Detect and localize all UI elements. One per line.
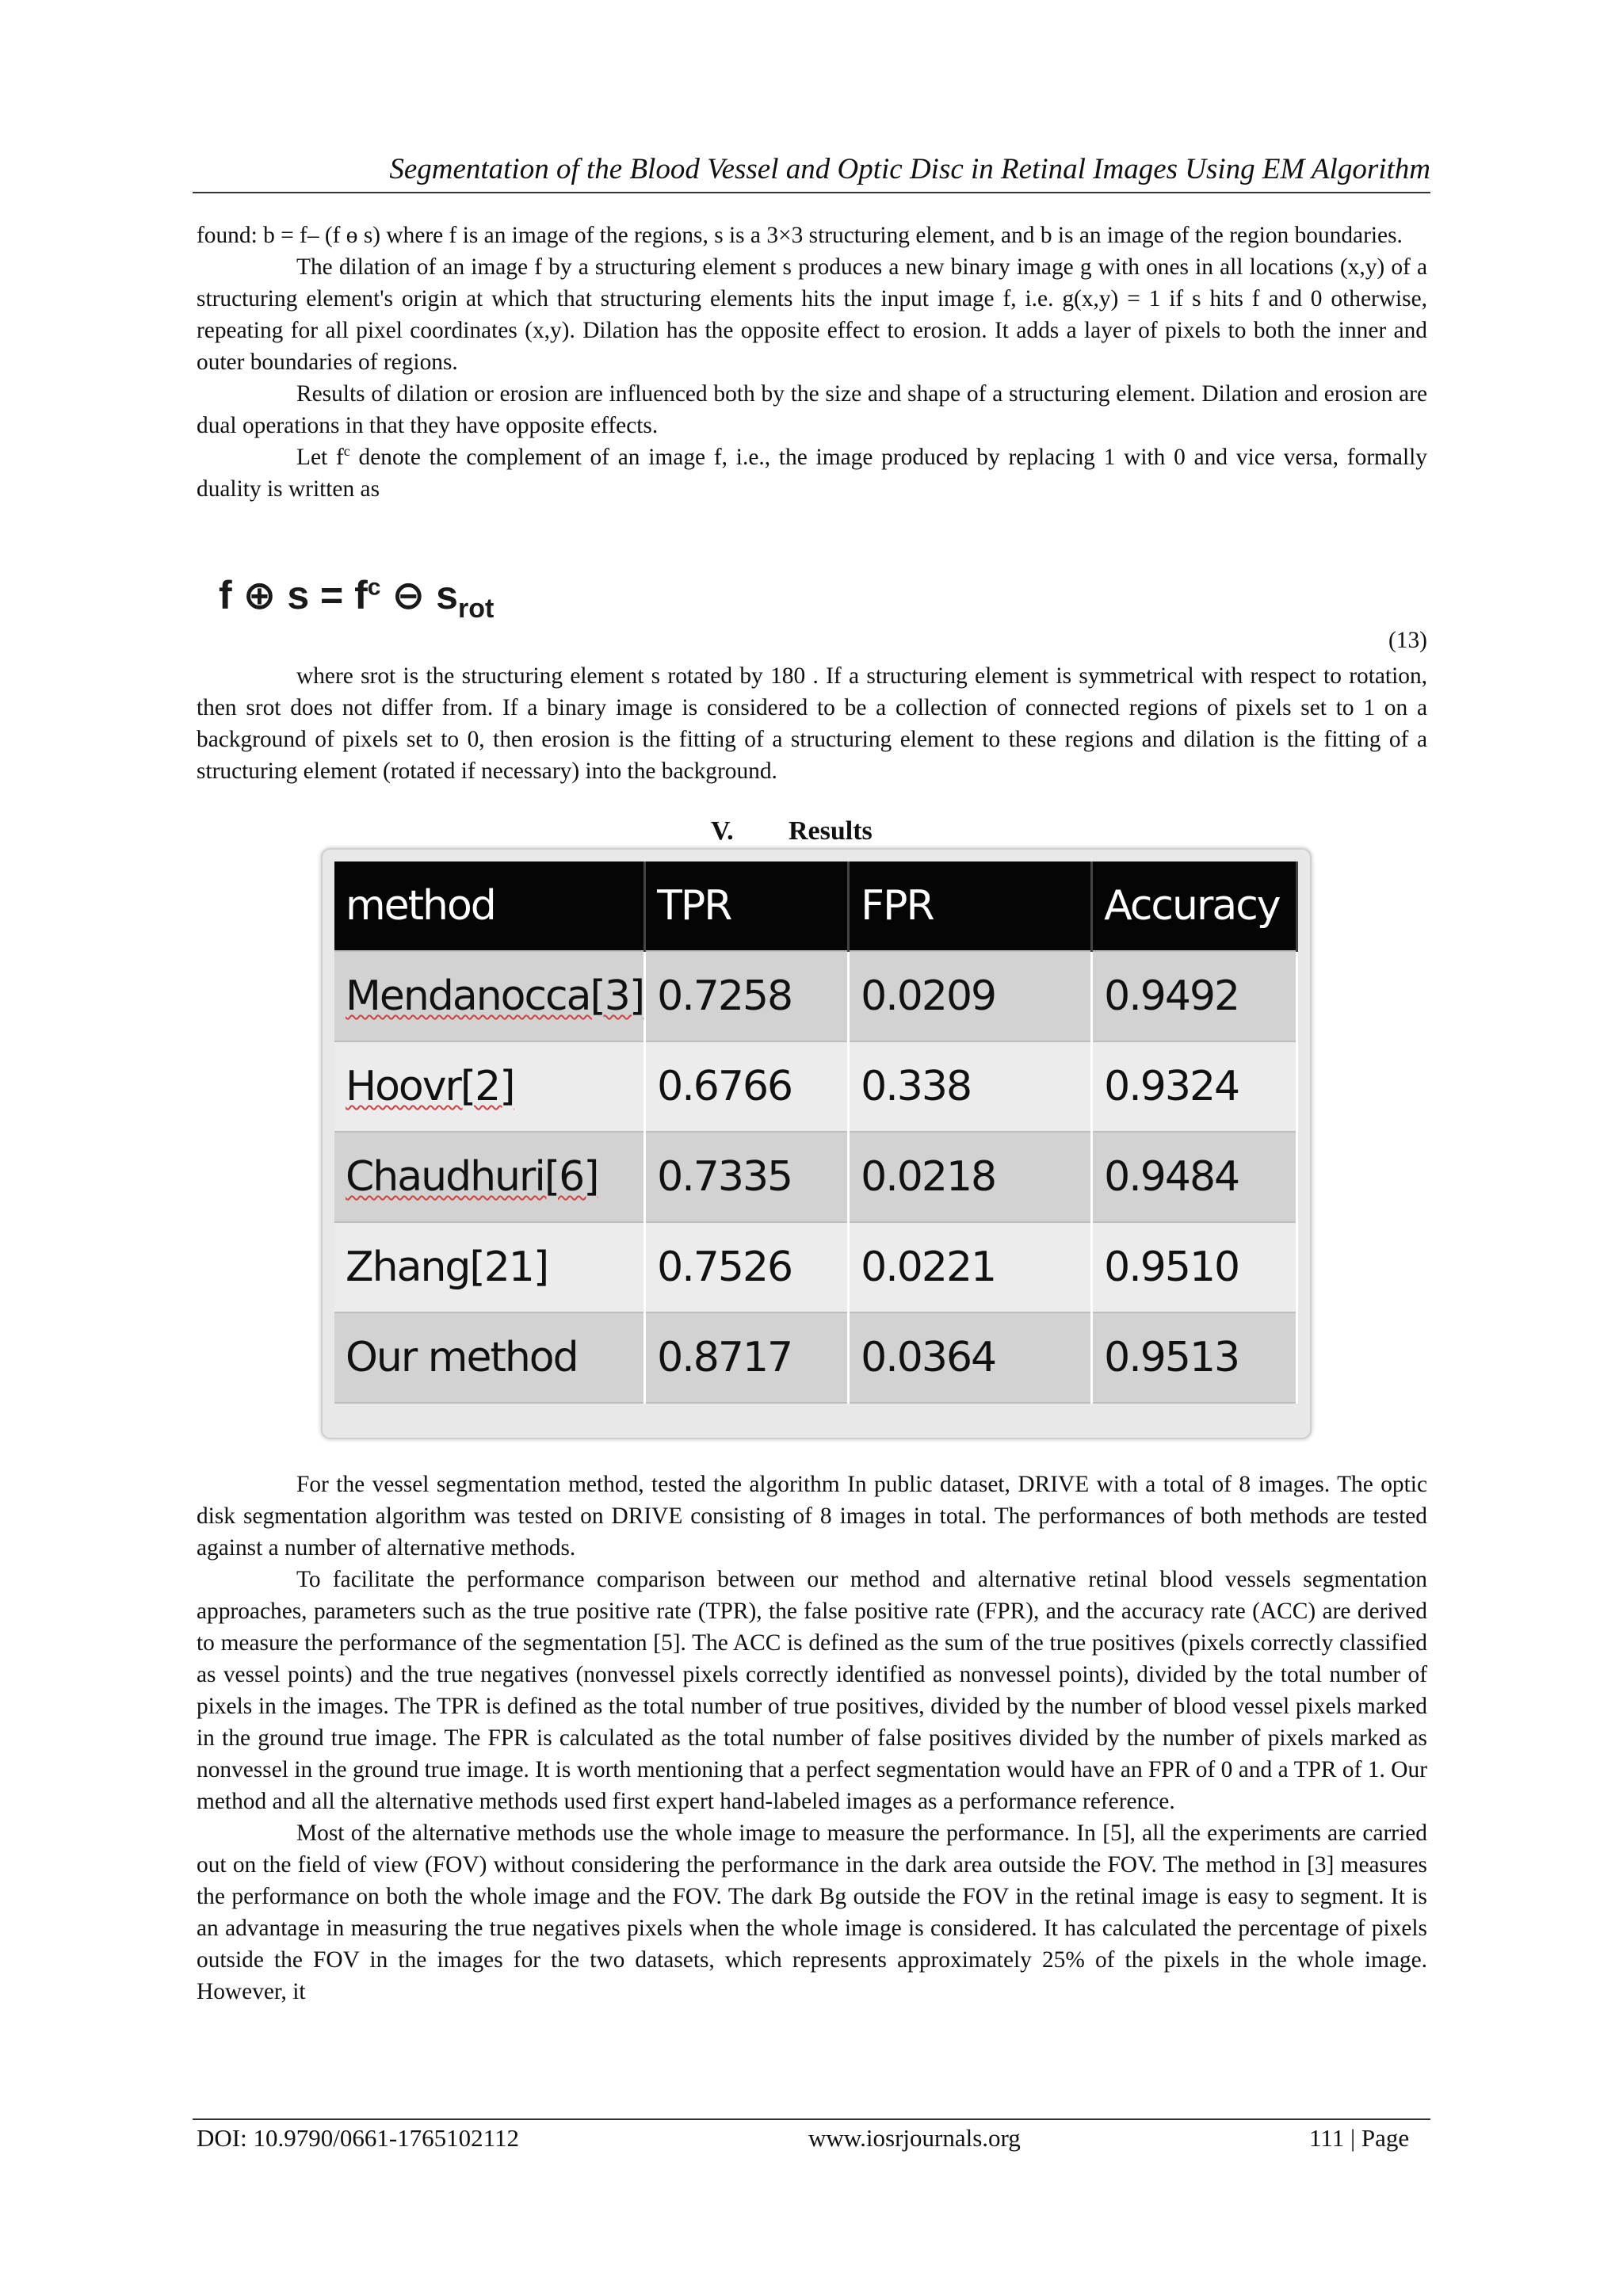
section-title: Results — [789, 816, 873, 846]
cell-tpr: 0.7335 — [645, 1132, 849, 1222]
cell-tpr: 0.7526 — [645, 1222, 849, 1312]
paragraph-metrics: To facilitate the performance comparison between our method and alternative retinal blood vessels segmentation approaches, parameters such as the true positive rate (TPR), the false positive rate (FPR), and the accuracy rate (ACC) are derived to measure the performance of the segmentation [5]. The ACC is defined as the sum of the true positives (pixels correctly classified as vessel points) and the true negatives (nonvessel pixels correctly identified as nonvessel points), divided by the total number of pixels in the images. The TPR is defined as the total number of true positives, divided by the number of blood vessel pixels marked in the ground true image. The FPR is calculated as the total number of false positives divided by the number of pixels marked as nonvessel in the ground true image. It is worth mentioning that a perfect segmentation would have an FPR of 0 and a TPR of 1. Our method and all the alternative methods used first expert hand-labeled images as a performance reference. — [197, 1567, 1427, 1814]
paragraph-boundary-definition: found: b = f– (f ɵ s) where f is an image of the regions, s is a 3×3 structuring element, and b is an image of the region boundaries. — [197, 223, 1403, 248]
cell-tpr: 0.7258 — [645, 951, 849, 1041]
header-divider — [193, 192, 1430, 193]
cell-accuracy: 0.9513 — [1092, 1312, 1297, 1403]
table-row — [334, 951, 1297, 1041]
cell-method: Mendanocca[3] — [334, 951, 645, 1041]
cell-fpr: 0.0221 — [849, 1222, 1092, 1312]
table-header-row — [334, 861, 1297, 951]
cell-fpr: 0.0364 — [849, 1312, 1092, 1403]
column-header-method: method — [334, 861, 645, 951]
section-heading — [711, 816, 873, 846]
running-header-title: Segmentation of the Blood Vessel and Optic Disc in Retinal Images Using EM Algorithm — [389, 153, 1430, 185]
cell-accuracy: 0.9324 — [1092, 1041, 1297, 1132]
paragraph-fov: Most of the alternative methods use the whole image to measure the performance. In [5], all the experiments are carried out on the field of view (FOV) without considering the performance in the dark area outside the FOV. The method in [3] measures the performance on both the whole image and the FOV. The dark Bg outside the FOV in the retinal image is easy to segment. It is an advantage in measuring the true negatives pixels when the whole image is considered. It has calculated the percentage of pixels outside the FOV in the images for the two datasets, which represents approximately 25% of the pixels in the whole image. However, it — [197, 1820, 1427, 2004]
table-row — [334, 1041, 1297, 1132]
cell-fpr: 0.338 — [849, 1041, 1092, 1132]
results-table-image — [321, 848, 1312, 1439]
results-table — [334, 861, 1298, 1404]
section-number: V. — [711, 816, 734, 846]
cell-tpr: 0.8717 — [645, 1312, 849, 1403]
footer-divider — [193, 2118, 1430, 2120]
cell-accuracy: 0.9510 — [1092, 1222, 1297, 1312]
paragraph-complement: Let $f^c$ denote the complement of an image f, i.e., the image produced by replacing 1 with 0 and vice versa, formally duality is written as — [197, 443, 1427, 502]
footer-website: www.iosrjournals.org — [808, 2124, 1021, 2152]
column-header-fpr: FPR — [849, 861, 1092, 951]
cell-fpr: 0.0218 — [849, 1132, 1092, 1222]
body-text-bottom — [197, 1469, 1427, 2008]
body-text-top — [197, 220, 1427, 505]
cell-tpr: 0.6766 — [645, 1041, 849, 1132]
footer-page-number: 111 | Page — [1309, 2124, 1410, 2152]
table-row — [334, 1132, 1297, 1222]
cell-method: Hoovr[2] — [334, 1041, 645, 1132]
table-row — [334, 1222, 1297, 1312]
cell-accuracy: 0.9492 — [1092, 951, 1297, 1041]
duality-equation: f ⊕ $s = f^c$ ⊖ $s_{rot}$ — [219, 573, 495, 624]
cell-method: Our method — [334, 1312, 645, 1403]
equation-number: (13) — [1388, 628, 1427, 653]
column-header-accuracy: Accuracy — [1092, 861, 1297, 951]
paragraph-dilation: The dilation of an image f by a structuring element s produces a new binary image g with ones in all locations (x,y) of a structuring element's origin at which that structuring elements hits the input image f, i.e. g(x,y) = 1 if s hits f and 0 otherwise, repeating for all pixel coordinates (x,y). Dilation has the opposite effect to erosion. It adds a layer of pixels to both the inner and outer boundaries of regions. — [197, 254, 1427, 375]
cell-fpr: 0.0209 — [849, 951, 1092, 1041]
cell-accuracy: 0.9484 — [1092, 1132, 1297, 1222]
cell-method: Chaudhuri[6] — [334, 1132, 645, 1222]
paragraph-dilation-erosion: Results of dilation or erosion are influenced both by the size and shape of a structuring element. Dilation and erosion are dual operations in that they have opposite effects. — [197, 381, 1427, 438]
cell-method: Zhang[21] — [334, 1222, 645, 1312]
paragraph-datasets: For the vessel segmentation method, tested the algorithm In public dataset, DRIVE with a total of 8 images. The optic disk segmentation algorithm was tested on DRIVE consisting of 8 images in total. The performances of both methods are tested against a number of alternative methods. — [197, 1472, 1427, 1561]
paragraph-srot: where srot is the structuring element s rotated by 180 . If a structuring element is symmetrical with respect to rotation, then srot does not differ from. If a binary image is considered to be a collection of connected regions of pixels set to 1 on a background of pixels set to 0, then erosion is the fitting of a structuring element to these regions and dilation is the fitting of a structuring element (rotated if necessary) into the background. — [197, 663, 1427, 784]
column-header-tpr: TPR — [645, 861, 849, 951]
footer-doi: DOI: 10.9790/0661-1765102112 — [197, 2124, 519, 2152]
table-row — [334, 1312, 1297, 1403]
